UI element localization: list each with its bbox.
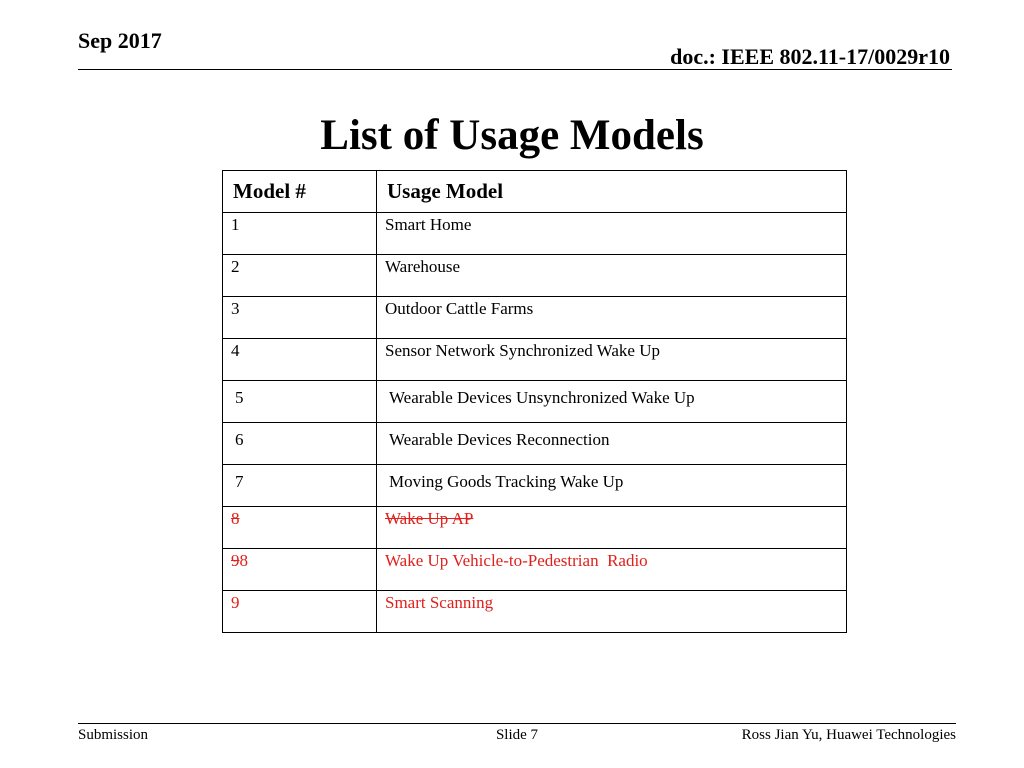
table-row bbox=[223, 255, 847, 297]
model-number-cell bbox=[223, 507, 377, 549]
usage-model-cell: Outdoor Cattle Farms bbox=[377, 297, 847, 339]
model-number-cell: 5 bbox=[223, 381, 377, 423]
struck-model: Wake Up AP bbox=[385, 509, 474, 528]
table-row bbox=[223, 213, 847, 255]
table-row bbox=[223, 465, 847, 507]
table-row bbox=[223, 297, 847, 339]
table-row-added bbox=[223, 591, 847, 633]
usage-model-cell: Wearable Devices Reconnection bbox=[377, 423, 847, 465]
footer-submission: Submission bbox=[78, 727, 149, 743]
model-number-cell: 6 bbox=[223, 423, 377, 465]
usage-model-cell: Wake Up Vehicle-to-Pedestrian Radio bbox=[377, 549, 847, 591]
header-date: Sep 2017 bbox=[78, 28, 162, 53]
new-number: 8 bbox=[239, 551, 248, 570]
table-row-deleted bbox=[223, 507, 847, 549]
struck-number: 8 bbox=[231, 509, 240, 528]
usage-model-cell bbox=[377, 507, 847, 549]
slide-title: List of Usage Models bbox=[320, 112, 704, 159]
struck-old-number: 9 bbox=[231, 551, 240, 570]
usage-model-cell: Smart Scanning bbox=[377, 591, 847, 633]
usage-model-cell: Wearable Devices Unsynchronized Wake Up bbox=[377, 381, 847, 423]
usage-model-cell: Moving Goods Tracking Wake Up bbox=[377, 465, 847, 507]
footer-slide-number: Slide 7 bbox=[495, 727, 539, 743]
model-number-cell: 9 bbox=[223, 591, 377, 633]
model-number-cell bbox=[223, 549, 377, 591]
table-header-row bbox=[223, 171, 847, 213]
model-number-cell: 4 bbox=[223, 339, 377, 381]
model-number-cell: 1 bbox=[223, 213, 377, 255]
footer-divider bbox=[78, 723, 956, 724]
header-doc-id: doc.: IEEE 802.11-17/0029r10 bbox=[670, 44, 950, 69]
header-divider bbox=[78, 69, 952, 70]
usage-model-cell: Warehouse bbox=[377, 255, 847, 297]
column-header-model-number: Model # bbox=[223, 171, 377, 213]
usage-model-cell: Sensor Network Synchronized Wake Up bbox=[377, 339, 847, 381]
table-row bbox=[223, 423, 847, 465]
model-number-cell: 3 bbox=[223, 297, 377, 339]
table-row-edited bbox=[223, 549, 847, 591]
footer-author: Ross Jian Yu, Huawei Technologies bbox=[741, 727, 956, 743]
model-number-cell: 7 bbox=[223, 465, 377, 507]
column-header-usage-model: Usage Model bbox=[377, 171, 847, 213]
usage-model-cell: Smart Home bbox=[377, 213, 847, 255]
usage-models-table bbox=[222, 170, 847, 633]
table-row bbox=[223, 339, 847, 381]
table-row bbox=[223, 381, 847, 423]
model-number-cell: 2 bbox=[223, 255, 377, 297]
